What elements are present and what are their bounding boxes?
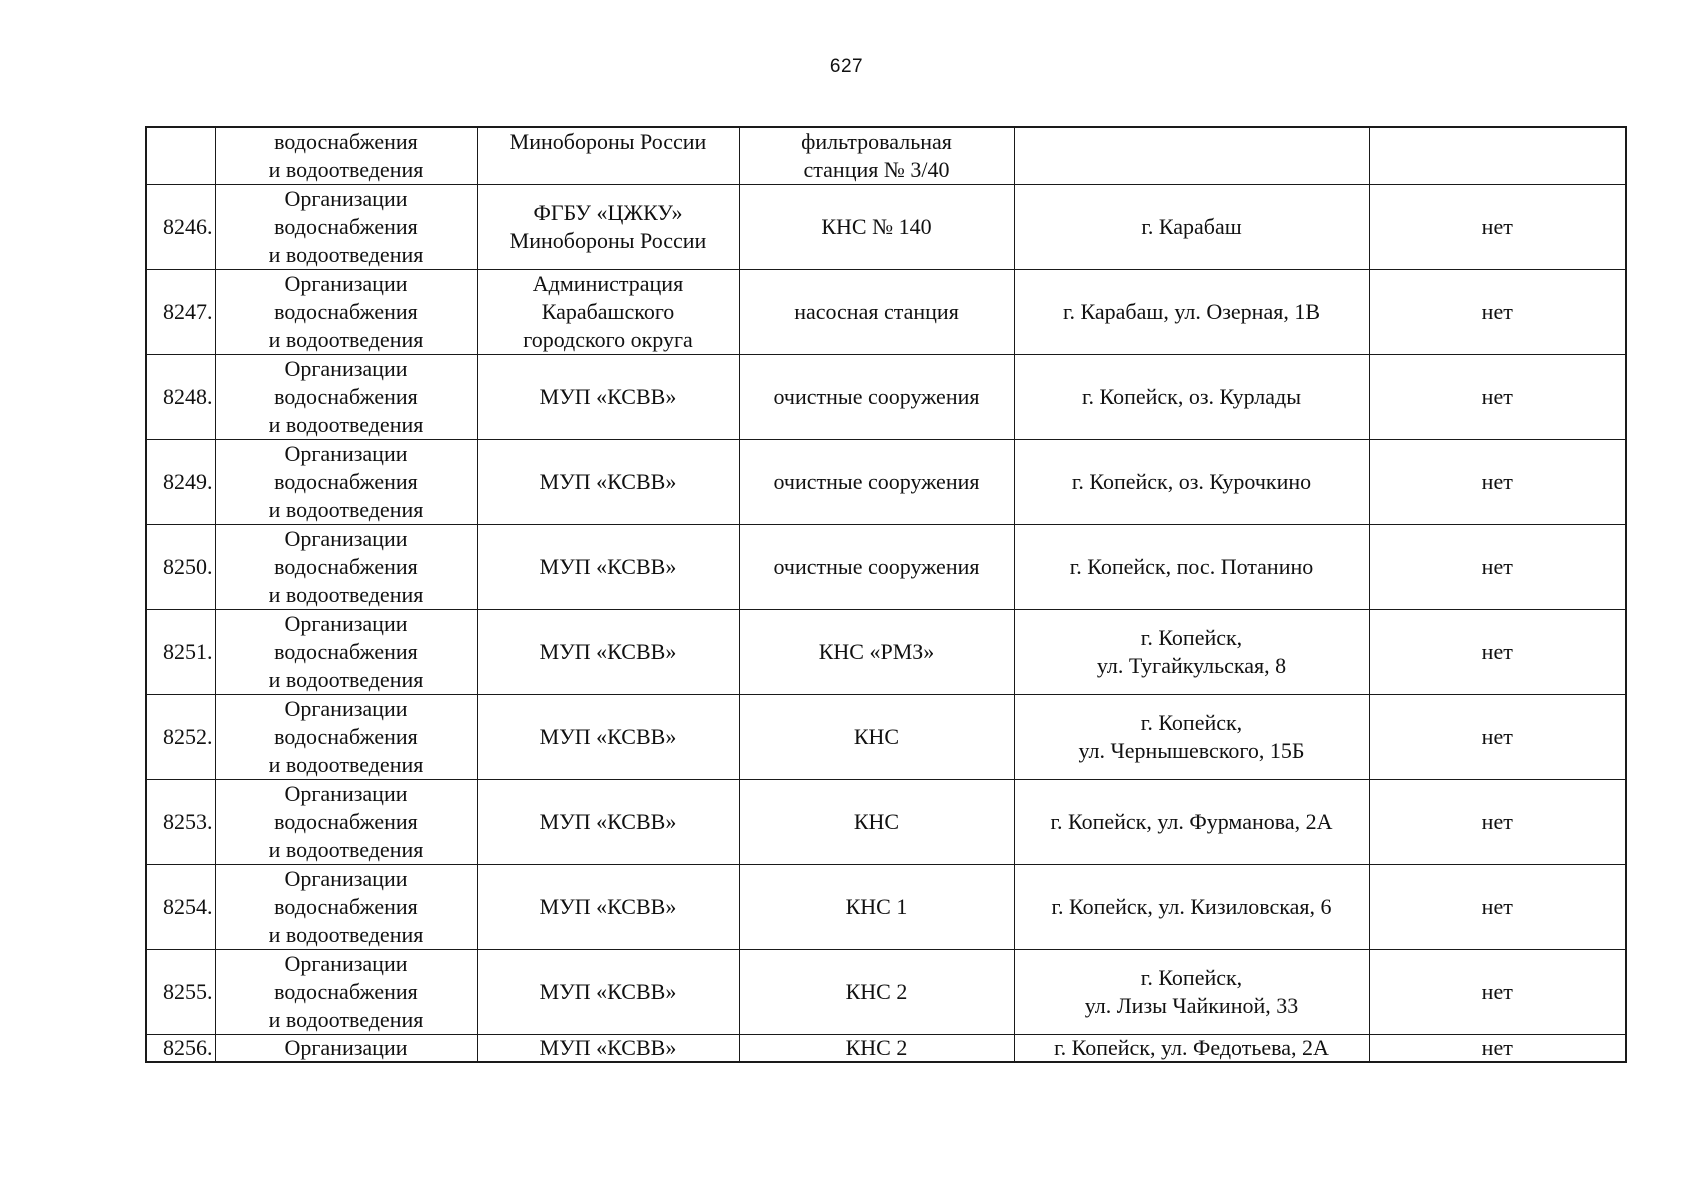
organization-name-cell: МУП «КСВВ» bbox=[477, 525, 739, 610]
organization-type-cell: Организации водоснабжения и водоотведения bbox=[215, 780, 477, 865]
flag-cell: нет bbox=[1369, 610, 1626, 695]
organization-name-cell: ФГБУ «ЦЖКУ» Минобороны России bbox=[477, 185, 739, 270]
organization-name-cell: МУП «КСВВ» bbox=[477, 355, 739, 440]
row-number-cell bbox=[146, 127, 215, 185]
organization-type-cell: Организации водоснабжения и водоотведения bbox=[215, 950, 477, 1035]
flag-cell: нет bbox=[1369, 355, 1626, 440]
table-row bbox=[146, 865, 1626, 950]
address-cell: г. Копейск, ул. Тугайкульская, 8 bbox=[1014, 610, 1369, 695]
object-name-cell: очистные сооружения bbox=[739, 355, 1014, 440]
organization-type-cell: Организации водоснабжения и водоотведения bbox=[215, 440, 477, 525]
object-name-cell: КНС 1 bbox=[739, 865, 1014, 950]
table-row bbox=[146, 127, 1626, 185]
organization-type-cell: Организации водоснабжения и водоотведения bbox=[215, 355, 477, 440]
table-row bbox=[146, 355, 1626, 440]
table-body bbox=[146, 127, 1626, 1062]
object-name-cell: фильтровальная станция № 3/40 bbox=[739, 127, 1014, 185]
organization-name-cell: МУП «КСВВ» bbox=[477, 865, 739, 950]
address-cell: г. Карабаш, ул. Озерная, 1В bbox=[1014, 270, 1369, 355]
flag-cell: нет bbox=[1369, 950, 1626, 1035]
table-row bbox=[146, 780, 1626, 865]
organization-type-cell: Организации водоснабжения и водоотведения bbox=[215, 185, 477, 270]
table-row bbox=[146, 185, 1626, 270]
row-number-cell: 8251. bbox=[146, 610, 215, 695]
row-number-cell: 8247. bbox=[146, 270, 215, 355]
object-name-cell: КНС bbox=[739, 695, 1014, 780]
organization-name-cell: Минобороны России bbox=[477, 127, 739, 185]
flag-cell: нет bbox=[1369, 270, 1626, 355]
organization-name-cell: МУП «КСВВ» bbox=[477, 780, 739, 865]
address-cell: г. Копейск, оз. Курлады bbox=[1014, 355, 1369, 440]
organization-name-cell: Администрация Карабашского городского округа bbox=[477, 270, 739, 355]
address-cell: г. Карабаш bbox=[1014, 185, 1369, 270]
organization-name-cell: МУП «КСВВ» bbox=[477, 1035, 739, 1063]
organization-name-cell: МУП «КСВВ» bbox=[477, 610, 739, 695]
table-row bbox=[146, 525, 1626, 610]
flag-cell: нет bbox=[1369, 440, 1626, 525]
row-number-cell: 8248. bbox=[146, 355, 215, 440]
organization-type-cell: Организации водоснабжения и водоотведения bbox=[215, 525, 477, 610]
organization-name-cell: МУП «КСВВ» bbox=[477, 440, 739, 525]
address-cell: г. Копейск, ул. Федотьева, 2А bbox=[1014, 1035, 1369, 1063]
address-cell: г. Копейск, ул. Чернышевского, 15Б bbox=[1014, 695, 1369, 780]
table-row bbox=[146, 440, 1626, 525]
row-number-cell: 8253. bbox=[146, 780, 215, 865]
table-row bbox=[146, 1035, 1626, 1063]
address-cell: г. Копейск, оз. Курочкино bbox=[1014, 440, 1369, 525]
flag-cell: нет bbox=[1369, 780, 1626, 865]
flag-cell: нет bbox=[1369, 185, 1626, 270]
object-name-cell: очистные сооружения bbox=[739, 440, 1014, 525]
row-number-cell: 8255. bbox=[146, 950, 215, 1035]
object-name-cell: КНС bbox=[739, 780, 1014, 865]
flag-cell: нет bbox=[1369, 695, 1626, 780]
table-row bbox=[146, 610, 1626, 695]
organization-name-cell: МУП «КСВВ» bbox=[477, 950, 739, 1035]
organization-type-cell: Организации bbox=[215, 1035, 477, 1063]
object-name-cell: КНС «РМЗ» bbox=[739, 610, 1014, 695]
address-cell: г. Копейск, ул. Кизиловская, 6 bbox=[1014, 865, 1369, 950]
organization-type-cell: водоснабжения и водоотведения bbox=[215, 127, 477, 185]
table-row bbox=[146, 695, 1626, 780]
flag-cell: нет bbox=[1369, 865, 1626, 950]
organization-type-cell: Организации водоснабжения и водоотведения bbox=[215, 610, 477, 695]
address-cell: г. Копейск, пос. Потанино bbox=[1014, 525, 1369, 610]
row-number-cell: 8254. bbox=[146, 865, 215, 950]
table-row bbox=[146, 950, 1626, 1035]
object-name-cell: очистные сооружения bbox=[739, 525, 1014, 610]
data-table bbox=[145, 126, 1627, 1063]
row-number-cell: 8256. bbox=[146, 1035, 215, 1063]
organization-type-cell: Организации водоснабжения и водоотведения bbox=[215, 865, 477, 950]
flag-cell bbox=[1369, 127, 1626, 185]
page-number: 627 bbox=[829, 56, 864, 77]
flag-cell: нет bbox=[1369, 1035, 1626, 1063]
row-number-cell: 8250. bbox=[146, 525, 215, 610]
address-cell: г. Копейск, ул. Лизы Чайкиной, 33 bbox=[1014, 950, 1369, 1035]
address-cell: г. Копейск, ул. Фурманова, 2А bbox=[1014, 780, 1369, 865]
row-number-cell: 8246. bbox=[146, 185, 215, 270]
object-name-cell: КНС 2 bbox=[739, 1035, 1014, 1063]
address-cell bbox=[1014, 127, 1369, 185]
organization-type-cell: Организации водоснабжения и водоотведения bbox=[215, 270, 477, 355]
object-name-cell: КНС 2 bbox=[739, 950, 1014, 1035]
row-number-cell: 8249. bbox=[146, 440, 215, 525]
organization-name-cell: МУП «КСВВ» bbox=[477, 695, 739, 780]
row-number-cell: 8252. bbox=[146, 695, 215, 780]
flag-cell: нет bbox=[1369, 525, 1626, 610]
table-row bbox=[146, 270, 1626, 355]
organization-type-cell: Организации водоснабжения и водоотведения bbox=[215, 695, 477, 780]
object-name-cell: КНС № 140 bbox=[739, 185, 1014, 270]
object-name-cell: насосная станция bbox=[739, 270, 1014, 355]
